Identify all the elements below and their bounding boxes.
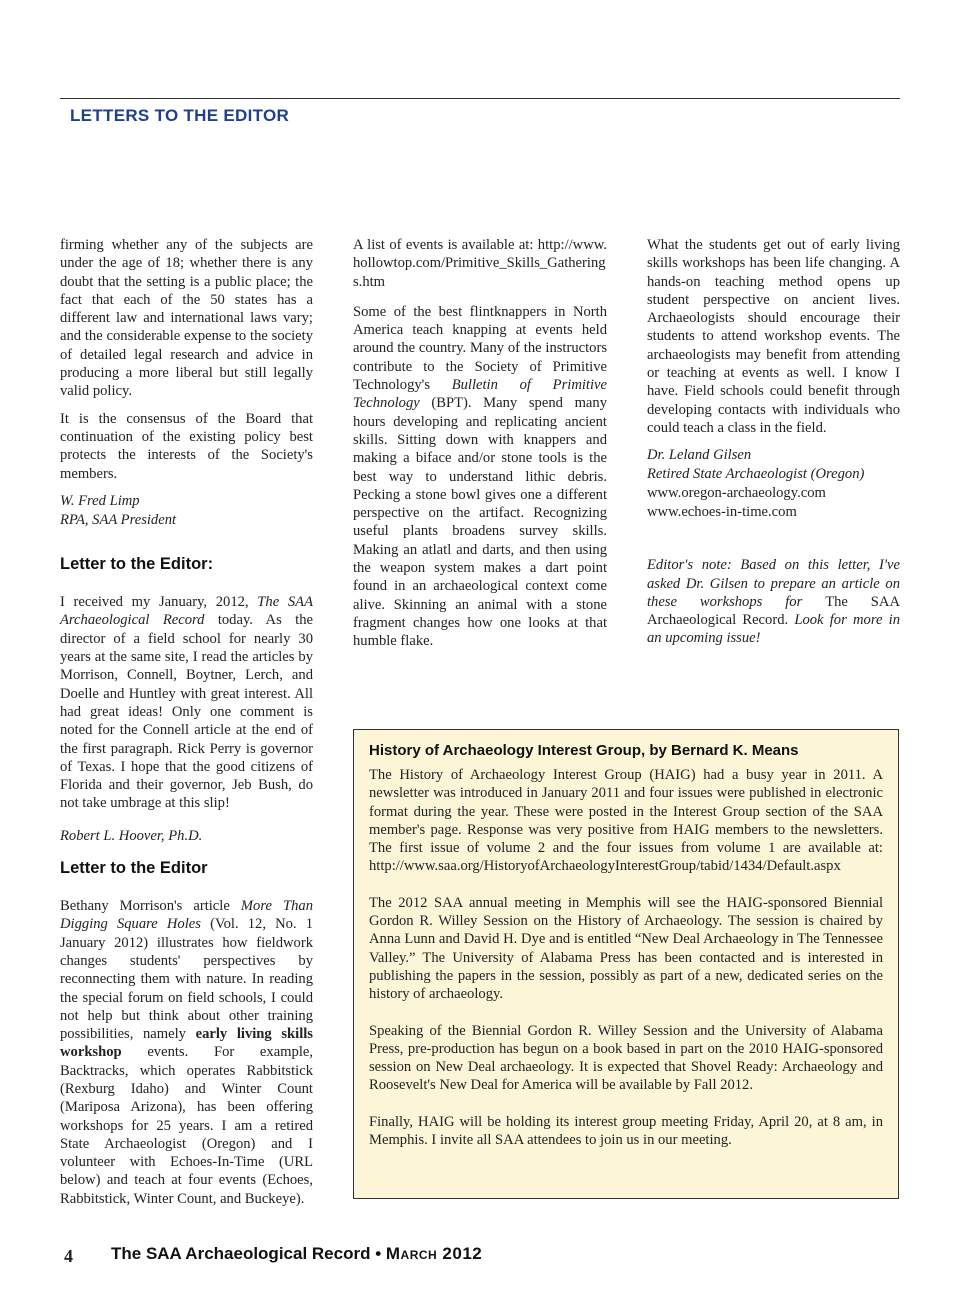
text-run: (BPT). Many spend many hours developing and replicating ancient skills. Sitting down with knappers and making a biface and/or stone tools is the best way to understand lithic debris. Pecking a stone bowl gives one a different perspective on the artifact. Recognizing useful plants broadens survey skills. Making an atlatl and darts, and then using the weapon system makes a dart point found in an archaeological context come alive. Skinning an animal with a stone fragment changes how one looks at that humble flake.: [353, 395, 607, 650]
box-paragraph: Finally, HAIG will be holding its interest group meeting Friday, April 20, at 8 am, in Memphis. I invite all SAA attendees to join us in our meeting.: [369, 1113, 883, 1149]
header-rule: [60, 98, 900, 99]
signature-name: Dr. Leland Gilsen: [647, 447, 752, 464]
separator: •: [370, 1244, 386, 1263]
text-run: Editor's note: Based on this letter, I've asked Dr. Gilsen to prepare an article on these workshops for: [647, 557, 900, 610]
publication-title: The SAA Archaeological Record.: [647, 593, 900, 629]
paragraph: [60, 897, 313, 1208]
column-1: [60, 236, 313, 1217]
box-paragraph: The History of Archaeology Interest Group (HAIG) had a busy year in 2011. A newsletter was introduced in January 2011 and four issues were published in electronic format during the year. These were posted in the Interest Group section of the SAA member's page. Response was very positive from HAIG members to the newsletters. The first issue of volume 2 and the four issues from volume 1 are available at: http://www.saa.org/HistoryofArchaeologyInterestGroup/tabid/1434/Default.aspx: [369, 767, 883, 875]
website-link[interactable]: www.oregon-archaeology.com: [647, 485, 826, 502]
text-run: I received my January, 2012,: [60, 594, 258, 611]
paragraph: [353, 303, 607, 651]
text-run: events. For example, Backtracks, which operates Rabbitstick (Rexburg Idaho) and Winter Count (Mariposa Arizona), has been offering workshops for 25 years. I am a retired State Archaeologist (Oregon) and I volunteer with Echoes-In-Time (URL below) and teach at four events (Echoes, Rabbitstick, Winter Count, and Buckeye).: [60, 1044, 313, 1207]
article-title: More Than Digging Square Holes: [60, 898, 313, 933]
letter-heading: Letter to the Editor: [60, 858, 208, 877]
signature-name: Robert L. Hoover, Ph.D.: [60, 827, 203, 844]
column-3: [647, 236, 900, 657]
section-title: LETTERS TO THE EDITOR: [70, 106, 290, 125]
signature-title: Retired State Archaeologist (Oregon): [647, 466, 865, 483]
box-paragraph: Speaking of the Biennial Gordon R. Willey Session and the University of Alabama Press, pre-production has begun on a book based in part on the 2010 HAIG-sponsored session on New Deal archaeology. It is expected that Shovel Ready: Archaeology and Roosevelt's New Deal for America will be available by Fall 2012.: [369, 1022, 883, 1094]
page-number: 4: [64, 1246, 73, 1266]
text-run: Some of the best flintknappers in North America teach knapping at events held around the country. Many of the instructors contribute to the Society of Primitive Technology's: [353, 303, 607, 394]
column-2: [353, 236, 607, 660]
box-title: History of Archaeology Interest Group, by Bernard K. Means: [369, 742, 799, 759]
publication-title: The SAA Archaeological Record: [60, 594, 314, 629]
emphasis: early living skills workshop: [60, 1026, 313, 1061]
paragraph: What the students get out of early living skills workshops has been life changing. A hands-on teaching method opens up student perspective on ancient lives. Archaeologists should encourage their students to attend workshop events. The archaeologists may benefit from attending or teaching at events as well. I know I have. Field schools could benefit through developing contacts with individuals who could teach a class in the field.: [647, 237, 900, 436]
text-run: Bethany Morrison's article: [60, 898, 241, 915]
editors-note: [647, 556, 900, 647]
text-run: today. As the director of a field school for nearly 30 years at the same site, I read the articles by Morrison, Connell, Boytner, Lerch, and Doelle and Huntley with great interest. All had great ideas! Only one comment is noted for the Connell article at the end of the first paragraph. Rick Perry is governor of Texas. I hope that the good citizens of Florida and their governor, Jeb Bush, do not take umbrage at this slip!: [60, 612, 313, 812]
haig-sidebar-box: [353, 729, 899, 1199]
box-paragraph: The 2012 SAA annual meeting in Memphis will see the HAIG-sponsored Biennial Gordon R. Willey Session on the History of Archaeology. The session is chaired by Anna Lunn and David H. Dye and is entitled “New Deal Archaeology in The Tennessee Valley.” The University of Alabama Press has been contacted and is interested in publishing the papers in the session, possibly as part of a new, dedicated series on the history of archaeology.: [369, 894, 883, 1003]
footer-publication: [111, 1244, 482, 1264]
paragraph: It is the consensus of the Board that continuation of the existing policy best protects the interests of the Society's members.: [60, 410, 313, 482]
publication-title: Bulletin of Primitive Technology: [353, 377, 607, 412]
paragraph: [60, 593, 313, 813]
text-run: Look for more in an upcoming issue!: [647, 612, 900, 647]
signature-title: RPA, SAA President: [60, 511, 177, 528]
signature-name: W. Fred Limp: [60, 492, 140, 509]
issue-date: March 2012: [385, 1244, 483, 1263]
text-run: (Vol. 12, No. 1 January 2012) illustrates how fieldwork changes students' perspectives by reconnecting them with nature. In reading the special forum on field schools, I could not help but think about other training possibilities, namely: [60, 916, 314, 1043]
events-link-paragraph: A list of events is available at: http://www.hollowtop.com/Primitive_Skills_Gatherings.htm: [353, 237, 607, 290]
letter-heading: Letter to the Editor:: [60, 554, 214, 573]
paragraph: firming whether any of the subjects are under the age of 18; whether there is any doubt that the setting is a public place; the fact that each of the 50 states has a different law and international laws vary; and the considerable expense to the society of detailed legal research and advice in producing a more liberal but still legally valid policy.: [60, 237, 313, 400]
website-link[interactable]: www.echoes-in-time.com: [647, 504, 797, 521]
publication-name: The SAA Archaeological Record: [111, 1244, 371, 1263]
